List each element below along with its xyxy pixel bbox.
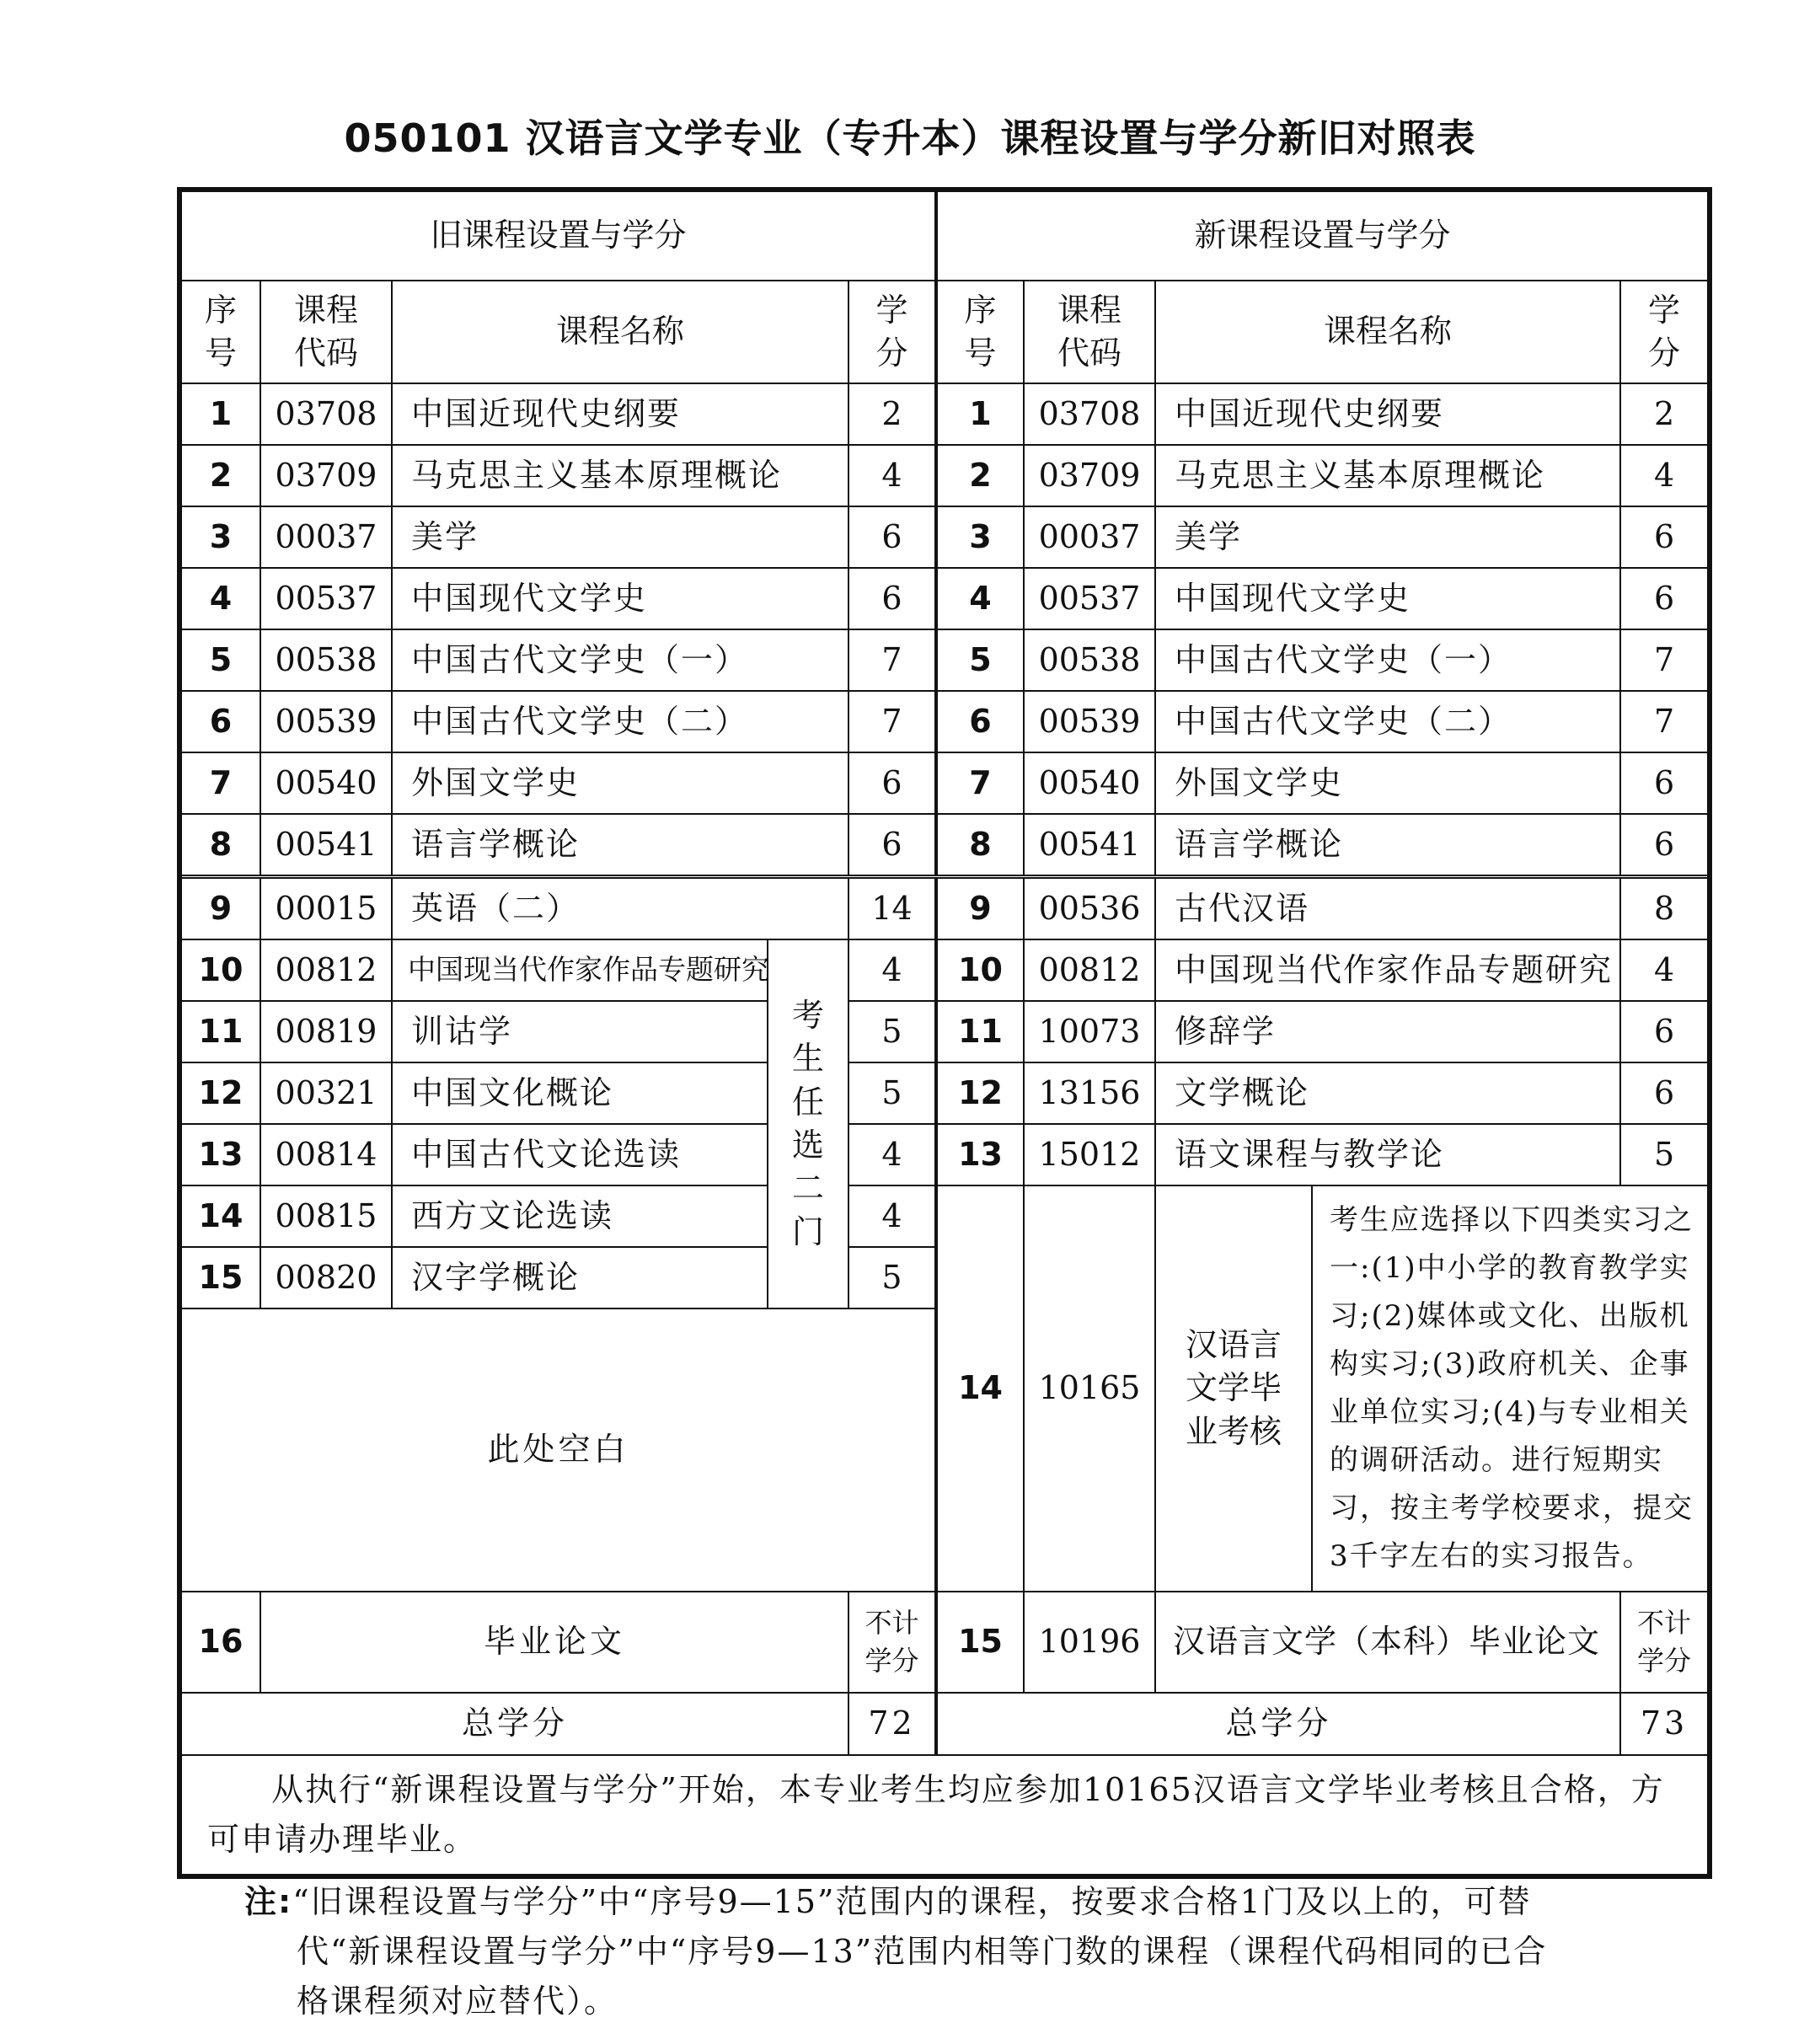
old-course-name: 中国古代文论选读 (392, 1124, 768, 1185)
new-course-code: 00537 (1024, 568, 1155, 629)
col-code-old-line: 课程 (293, 291, 358, 329)
graduation-assessment-index: 14 (936, 1185, 1024, 1592)
note-line-2: 代“新课程设置与学分”中“序号9—13”范围内相等门数的课程（课程代码相同的已合 (297, 1932, 1548, 1970)
old-course-index: 5 (179, 629, 260, 691)
old-course-code: 03709 (260, 445, 392, 506)
table-row (179, 814, 1710, 877)
graduation-assessment-name-line: 业考核 (1186, 1412, 1282, 1450)
old-thesis-credits-line: 学分 (864, 1645, 919, 1677)
old-course-name: 训诂学 (392, 1001, 768, 1062)
col-code-new-line: 课程 (1057, 291, 1122, 329)
new-course-index: 10 (936, 939, 1024, 1001)
new-course-index: 7 (936, 752, 1024, 814)
new-course-credits: 6 (1620, 1062, 1710, 1124)
new-course-code: 03708 (1024, 383, 1155, 445)
new-course-index: 8 (936, 814, 1024, 877)
old-course-name: 中国现代文学史 (392, 568, 848, 629)
new-course-code: 00812 (1024, 939, 1155, 1001)
new-course-index: 9 (936, 877, 1024, 940)
old-course-credits: 6 (848, 506, 936, 568)
new-course-credits: 6 (1620, 814, 1710, 877)
new-course-credits: 7 (1620, 629, 1710, 691)
graduation-assessment-name-line: 汉语言 (1186, 1326, 1282, 1364)
col-index-new-line: 号 (964, 334, 997, 372)
new-course-name: 文学概论 (1155, 1062, 1620, 1124)
table-row (179, 1001, 1710, 1062)
graduation-assessment-name (1155, 1185, 1312, 1592)
elective-note-char: 任 (791, 1083, 824, 1121)
graduation-assessment-description: 考生应选择以下四类实习之一:(1)中小学的教育教学实习;(2)媒体或文化、出版机构实习;(3)政府机关、企事业单位实习;(4)与专业相关的调研活动。进行短期实习，按主考学校要求，提交3千字左右的实习报告。 (1312, 1185, 1710, 1592)
table-body (179, 190, 1710, 1876)
col-name-old: 课程名称 (392, 281, 848, 383)
old-course-index: 1 (179, 383, 260, 445)
table-row (179, 506, 1710, 568)
old-course-index: 11 (179, 1001, 260, 1062)
new-thesis-index: 15 (936, 1592, 1024, 1693)
old-course-name: 中国近现代史纲要 (392, 383, 848, 445)
old-course-name: 西方文论选读 (392, 1185, 768, 1247)
new-total-value: 73 (1620, 1693, 1710, 1755)
new-course-code: 00540 (1024, 752, 1155, 814)
old-course-name: 中国现当代作家作品专题研究 (392, 939, 768, 1001)
old-course-credits: 6 (848, 568, 936, 629)
new-course-index: 2 (936, 445, 1024, 506)
old-course-code: 00539 (260, 691, 392, 752)
new-course-code: 00541 (1024, 814, 1155, 877)
new-course-name: 美学 (1155, 506, 1620, 568)
old-course-index: 9 (179, 877, 260, 940)
new-course-credits: 4 (1620, 445, 1710, 506)
old-total-value: 72 (848, 1693, 936, 1755)
new-course-index: 12 (936, 1062, 1024, 1124)
new-thesis-name: 汉语言文学（本科）毕业论文 (1155, 1592, 1620, 1693)
note-line-3: 格课程须对应替代）。 (297, 1982, 618, 2020)
old-course-name: 外国文学史 (392, 752, 848, 814)
new-course-code: 00037 (1024, 506, 1155, 568)
new-course-name: 马克思主义基本原理概论 (1155, 445, 1620, 506)
table-row (179, 1185, 1710, 1247)
new-course-credits: 7 (1620, 691, 1710, 752)
old-course-index: 13 (179, 1124, 260, 1185)
old-thesis-name: 毕业论文 (260, 1592, 848, 1693)
new-course-credits: 6 (1620, 752, 1710, 814)
old-course-index: 12 (179, 1062, 260, 1124)
old-course-credits: 4 (848, 1185, 936, 1247)
new-course-name: 语言学概论 (1155, 814, 1620, 877)
col-name-new: 课程名称 (1155, 281, 1620, 383)
old-thesis-index: 16 (179, 1592, 260, 1693)
col-credits-old (848, 281, 936, 383)
old-course-code: 00540 (260, 752, 392, 814)
new-course-credits: 8 (1620, 877, 1710, 940)
new-section-header: 新课程设置与学分 (936, 190, 1710, 281)
note-line-1: “旧课程设置与学分”中“序号9—15”范围内的课程，按要求合格1门及以上的，可替 (292, 1883, 1532, 1920)
elective-note (768, 939, 848, 1308)
new-course-name: 修辞学 (1155, 1001, 1620, 1062)
old-course-code: 00819 (260, 1001, 392, 1062)
new-course-index: 1 (936, 383, 1024, 445)
table-row (179, 752, 1710, 814)
old-course-credits: 7 (848, 691, 936, 752)
col-index-new-line: 序 (964, 291, 997, 329)
graduation-assessment-code: 10165 (1024, 1185, 1155, 1592)
old-course-name: 汉字学概论 (392, 1247, 768, 1308)
new-course-index: 5 (936, 629, 1024, 691)
new-course-code: 00536 (1024, 877, 1155, 940)
col-index-new (936, 281, 1024, 383)
blank-note: 此处空白 (179, 1308, 936, 1592)
footer-text: 从执行“新课程设置与学分”开始，本专业考生均应参加10165汉语言文学毕业考核且合格，方可申请办理毕业。 (179, 1755, 1710, 1876)
new-thesis-credits (1620, 1592, 1710, 1693)
new-course-index: 13 (936, 1124, 1024, 1185)
elective-note-char: 考 (791, 997, 824, 1035)
col-credits-old-line: 分 (875, 334, 908, 372)
old-course-code: 00812 (260, 939, 392, 1001)
new-course-code: 00538 (1024, 629, 1155, 691)
old-course-credits: 2 (848, 383, 936, 445)
old-course-code: 00814 (260, 1124, 392, 1185)
old-course-credits: 6 (848, 814, 936, 877)
old-course-credits: 4 (848, 1124, 936, 1185)
old-course-index: 15 (179, 1247, 260, 1308)
new-course-code: 03709 (1024, 445, 1155, 506)
old-course-name: 语言学概论 (392, 814, 848, 877)
new-course-code: 00539 (1024, 691, 1155, 752)
col-credits-new-line: 分 (1648, 334, 1681, 372)
old-course-index: 7 (179, 752, 260, 814)
old-course-credits: 4 (848, 939, 936, 1001)
old-course-code: 00815 (260, 1185, 392, 1247)
old-course-name: 英语（二） (392, 877, 848, 940)
new-course-credits: 4 (1620, 939, 1710, 1001)
col-code-old (260, 281, 392, 383)
old-course-name: 美学 (392, 506, 848, 568)
new-course-index: 6 (936, 691, 1024, 752)
new-course-code: 15012 (1024, 1124, 1155, 1185)
old-course-code: 00015 (260, 877, 392, 940)
new-course-name: 中国古代文学史（二） (1155, 691, 1620, 752)
old-course-code: 00820 (260, 1247, 392, 1308)
page-title: 050101 汉语言文学专业（专升本）课程设置与学分新旧对照表 (344, 115, 1476, 161)
old-course-credits: 5 (848, 1062, 936, 1124)
group-header-row (179, 190, 1710, 281)
new-course-index: 4 (936, 568, 1024, 629)
old-course-index: 14 (179, 1185, 260, 1247)
old-total-label: 总学分 (179, 1693, 848, 1755)
elective-note-char: 门 (791, 1212, 824, 1250)
new-course-credits: 6 (1620, 506, 1710, 568)
old-course-credits: 7 (848, 629, 936, 691)
new-course-name: 古代汉语 (1155, 877, 1620, 940)
comparison-table (177, 187, 1712, 1879)
old-course-credits: 14 (848, 877, 936, 940)
new-thesis-code: 10196 (1024, 1592, 1155, 1693)
old-course-name: 中国古代文学史（二） (392, 691, 848, 752)
old-section-header: 旧课程设置与学分 (179, 190, 936, 281)
new-course-name: 中国现当代作家作品专题研究 (1155, 939, 1620, 1001)
new-course-code: 13156 (1024, 1062, 1155, 1124)
old-course-credits: 5 (848, 1001, 936, 1062)
old-course-code: 00537 (260, 568, 392, 629)
new-course-credits: 5 (1620, 1124, 1710, 1185)
col-credits-new (1620, 281, 1710, 383)
new-thesis-credits-line: 学分 (1637, 1645, 1692, 1677)
new-course-name: 中国古代文学史（一） (1155, 629, 1620, 691)
table-row (179, 568, 1710, 629)
footer-row (179, 1755, 1710, 1876)
old-course-code: 00037 (260, 506, 392, 568)
old-course-name: 中国古代文学史（一） (392, 629, 848, 691)
table-row (179, 383, 1710, 445)
col-code-new (1024, 281, 1155, 383)
old-course-index: 6 (179, 691, 260, 752)
new-course-name: 外国文学史 (1155, 752, 1620, 814)
old-course-credits: 5 (848, 1247, 936, 1308)
graduation-assessment-name-line: 文学毕 (1186, 1369, 1282, 1407)
new-course-credits: 6 (1620, 568, 1710, 629)
new-course-name: 中国近现代史纲要 (1155, 383, 1620, 445)
elective-note-char: 选 (791, 1127, 824, 1164)
col-code-old-line: 代码 (293, 334, 358, 372)
old-course-index: 2 (179, 445, 260, 506)
old-course-credits: 4 (848, 445, 936, 506)
old-course-credits: 6 (848, 752, 936, 814)
old-course-name: 中国文化概论 (392, 1062, 768, 1124)
new-thesis-credits-line: 不计 (1637, 1607, 1692, 1640)
new-course-name: 语文课程与教学论 (1155, 1124, 1620, 1185)
table-row (179, 939, 1710, 1001)
elective-note-char: 二 (791, 1169, 824, 1207)
column-header-row (179, 281, 1710, 383)
old-thesis-credits-line: 不计 (864, 1607, 919, 1640)
table-row (179, 877, 1710, 940)
new-course-credits: 2 (1620, 383, 1710, 445)
col-index-old-line: 号 (204, 334, 237, 372)
table-row (179, 691, 1710, 752)
old-course-code: 00538 (260, 629, 392, 691)
table-row (179, 445, 1710, 506)
old-course-index: 10 (179, 939, 260, 1001)
col-index-old-line: 序 (204, 291, 237, 329)
col-index-old (179, 281, 260, 383)
new-course-credits: 6 (1620, 1001, 1710, 1062)
old-course-code: 03708 (260, 383, 392, 445)
new-course-index: 3 (936, 506, 1024, 568)
note-label: 注: (244, 1883, 293, 1920)
old-course-code: 00321 (260, 1062, 392, 1124)
old-course-index: 4 (179, 568, 260, 629)
new-total-label: 总学分 (936, 1693, 1620, 1755)
new-course-code: 10073 (1024, 1001, 1155, 1062)
old-course-name: 马克思主义基本原理概论 (392, 445, 848, 506)
col-code-new-line: 代码 (1057, 334, 1122, 372)
note-block (244, 1877, 1694, 2026)
table-row (179, 1124, 1710, 1185)
total-row (179, 1693, 1710, 1755)
new-course-name: 中国现代文学史 (1155, 568, 1620, 629)
old-course-index: 3 (179, 506, 260, 568)
col-credits-new-line: 学 (1648, 291, 1681, 329)
old-thesis-credits (848, 1592, 936, 1693)
old-course-index: 8 (179, 814, 260, 877)
old-course-code: 00541 (260, 814, 392, 877)
elective-note-char: 生 (791, 1040, 824, 1078)
new-course-index: 11 (936, 1001, 1024, 1062)
col-credits-old-line: 学 (875, 291, 908, 329)
table-row (179, 629, 1710, 691)
thesis-row (179, 1592, 1710, 1693)
table-row (179, 1062, 1710, 1124)
